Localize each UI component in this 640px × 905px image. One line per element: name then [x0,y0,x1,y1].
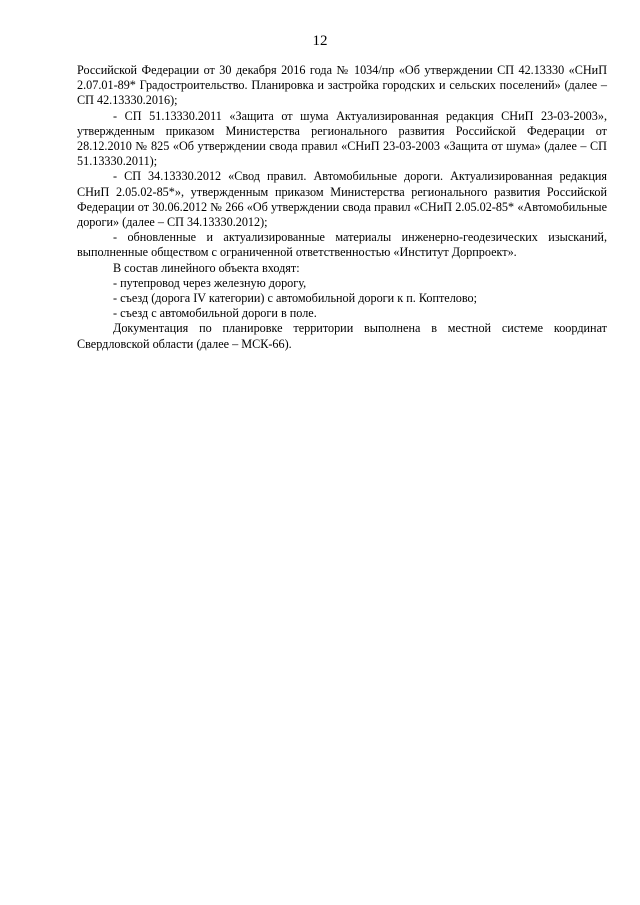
paragraph-continuation: Российской Федерации от 30 декабря 2016 года № 1034/пр «Об утверждении СП 42.13330 «СНиП 2.07.01-89* Градостроительство. Планировка и застройка городских и сельских поселений» (далее – СП 42.13330.2016); [77,63,607,108]
page-number: 12 [312,33,328,49]
paragraph-survey-materials: - обновленные и актуализированные материалы инженерно-геодезических изысканий, выполненные обществом с ограниченной ответственностью «Институт Дорпроект». [77,230,607,260]
paragraph-composition-intro: В состав линейного объекта входят: [113,260,300,275]
paragraph-coordinate-system: Документация по планировке территории выполнена в местной системе координат Свердловской области (далее – МСК-66). [77,321,607,351]
document-body [77,63,607,352]
list-item-exit-field: - съезд с автомобильной дороги в поле. [113,306,317,321]
list-item-exit-koptelovo: - съезд (дорога IV категории) с автомобильной дороги к п. Коптелово; [113,291,478,306]
paragraph-sp34: - СП 34.13330.2012 «Свод правил. Автомобильные дороги. Актуализированная редакция СНиП 2.05.02-85*», утвержденным приказом Министерства регионального развития Российской Федерации от 30.06.2012 № 266 «Об утверждении свода правил «СНиП 2.05.02-85* «Автомобильные дороги» (далее – СП 34.13330.2012); [77,169,607,230]
list-item-overpass: - путепровод через железную дорогу, [113,275,307,290]
paragraph-sp51: - СП 51.13330.2011 «Защита от шума Актуализированная редакция СНиП 23-03-2003», утвержденным приказом Министерства регионального развития Российской Федерации от 28.12.2010 № 825 «Об утверждении свода правил «СНиП 23-03-2003 «Защита от шума» (далее – СП 51.13330.2011); [77,108,607,169]
